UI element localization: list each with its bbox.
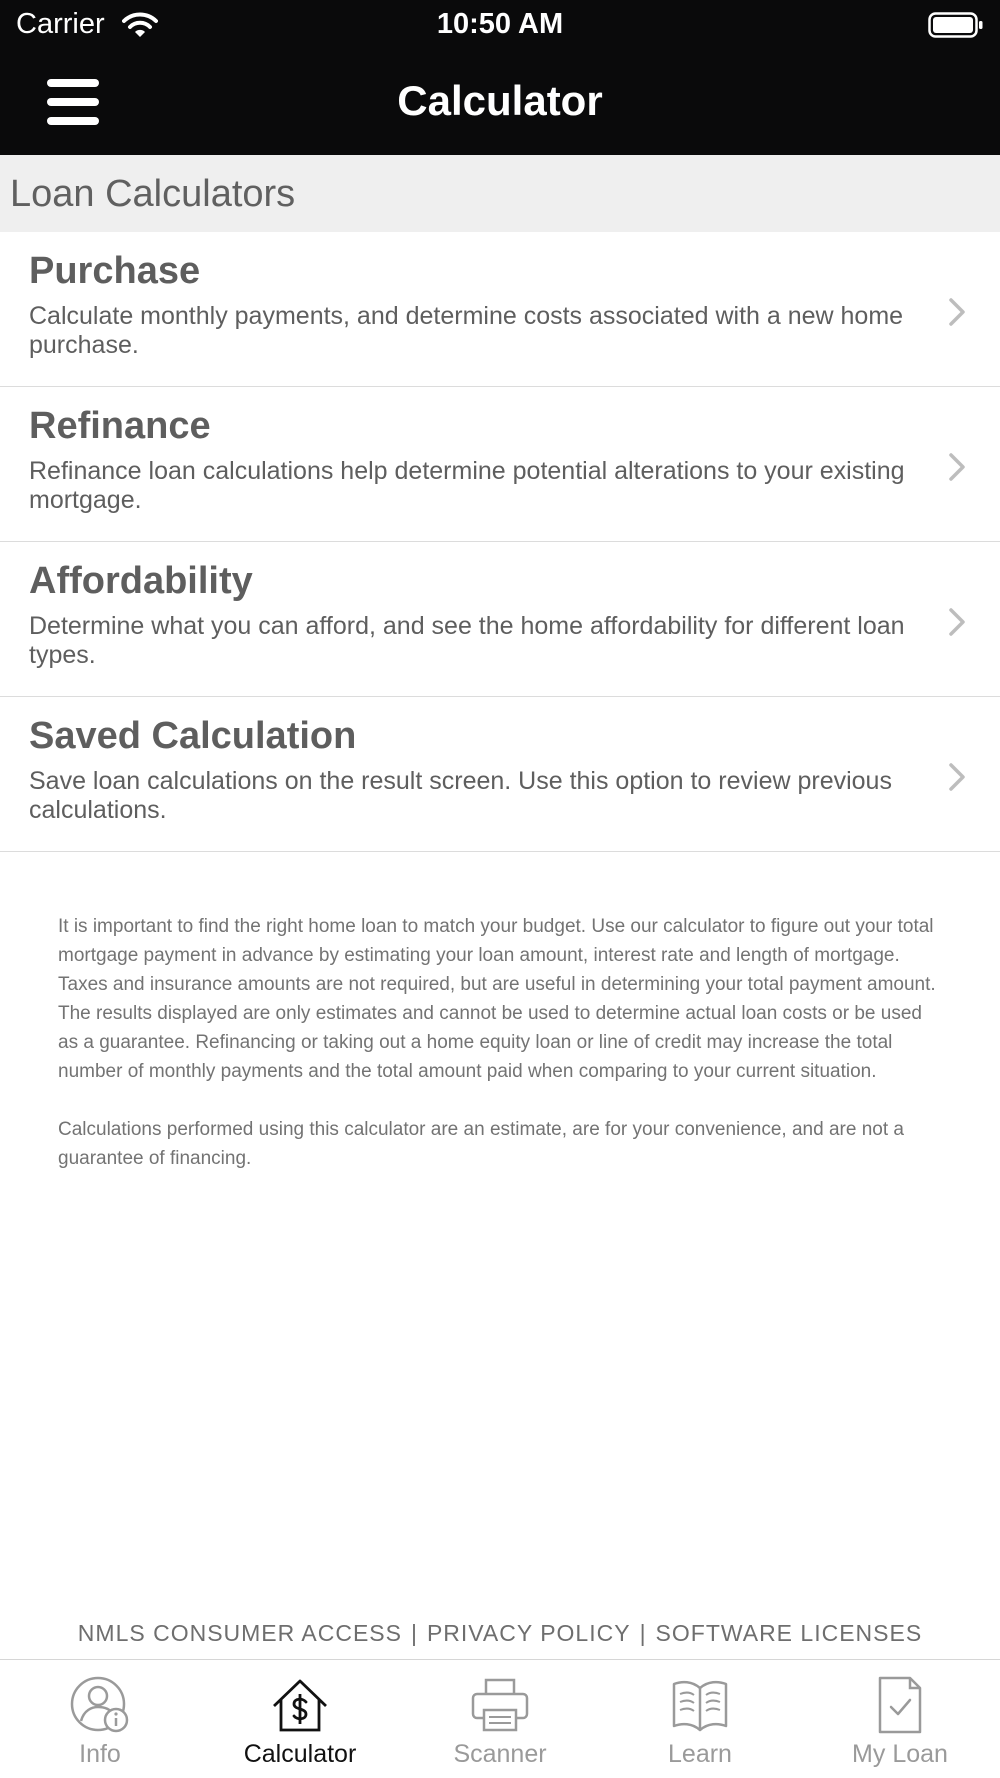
tab-scanner[interactable] — [400, 1660, 600, 1778]
tab-label: Scanner — [453, 1740, 547, 1768]
nmls-consumer-access-link[interactable]: NMLS CONSUMER ACCESS — [77, 1620, 402, 1646]
tab-learn[interactable] — [600, 1660, 800, 1778]
tab-label: My Loan — [852, 1740, 948, 1768]
footer-separator: | — [639, 1620, 647, 1646]
tab-label: Calculator — [243, 1740, 357, 1768]
navigation-bar — [0, 50, 1000, 155]
list-item-saved-calculation[interactable] — [0, 697, 1000, 852]
tab-info[interactable] — [0, 1660, 200, 1778]
calculator-list — [0, 232, 1000, 852]
document-check-icon — [870, 1676, 930, 1734]
item-description: Refinance loan calculations help determine potential alterations to your existing mortgage. — [29, 457, 905, 514]
section-header — [0, 155, 1000, 232]
status-bar — [0, 0, 1000, 50]
chevron-right-icon — [947, 297, 967, 327]
item-description: Save loan calculations on the result screen. Use this option to review previous calculations. — [29, 767, 892, 824]
info-person-icon — [70, 1676, 130, 1734]
section-header-label: Loan Calculators — [10, 173, 296, 215]
chevron-right-icon — [947, 452, 967, 482]
tab-label: Learn — [668, 1740, 732, 1768]
page-title: Calculator — [397, 77, 603, 124]
item-title: Saved Calculation — [29, 715, 357, 757]
disclaimer-paragraph: It is important to find the right home loan to match your budget. Use our calculator to figure out your total mortgage payment in advance by estimating your loan amount, interest rate and length of mortgage. Taxes and insurance amounts are not required, but are useful in determining your total payment amount. The results displayed are only estimates and cannot be used to determine actual loan costs or be used as a guarantee. Refinancing or taking out a home equity loan or line of credit may increase the total number of monthly payments and the total amount paid when comparing to your current situation. — [58, 916, 936, 1082]
book-icon — [670, 1676, 730, 1734]
tab-bar — [0, 1659, 1000, 1778]
disclaimer — [58, 912, 942, 1173]
software-licenses-link[interactable]: SOFTWARE LICENSES — [655, 1620, 923, 1646]
item-title: Affordability — [29, 560, 253, 602]
carrier-label: Carrier — [16, 8, 105, 40]
list-item-refinance[interactable] — [0, 387, 1000, 542]
battery-icon — [928, 12, 984, 38]
footer-separator: | — [410, 1620, 418, 1646]
item-description: Calculate monthly payments, and determine costs associated with a new home purchase. — [29, 302, 904, 359]
tab-my-loan[interactable] — [800, 1660, 1000, 1778]
privacy-policy-link[interactable]: PRIVACY POLICY — [426, 1620, 631, 1646]
printer-icon — [470, 1676, 530, 1734]
disclaimer-paragraph: Calculations performed using this calculator are an estimate, are for your convenience, and are not a guarantee of financing. — [58, 1119, 904, 1169]
item-title: Purchase — [29, 250, 201, 292]
list-item-affordability[interactable] — [0, 542, 1000, 697]
footer-links — [0, 1620, 1000, 1647]
chevron-right-icon — [947, 607, 967, 637]
list-item-purchase[interactable] — [0, 232, 1000, 387]
house-dollar-icon — [270, 1676, 330, 1734]
status-time: 10:50 AM — [436, 8, 564, 40]
chevron-right-icon — [947, 762, 967, 792]
item-description: Determine what you can afford, and see the home affordability for different loan types. — [29, 612, 905, 669]
item-title: Refinance — [29, 405, 211, 447]
tab-calculator[interactable] — [200, 1660, 400, 1778]
tab-label: Info — [79, 1740, 121, 1768]
